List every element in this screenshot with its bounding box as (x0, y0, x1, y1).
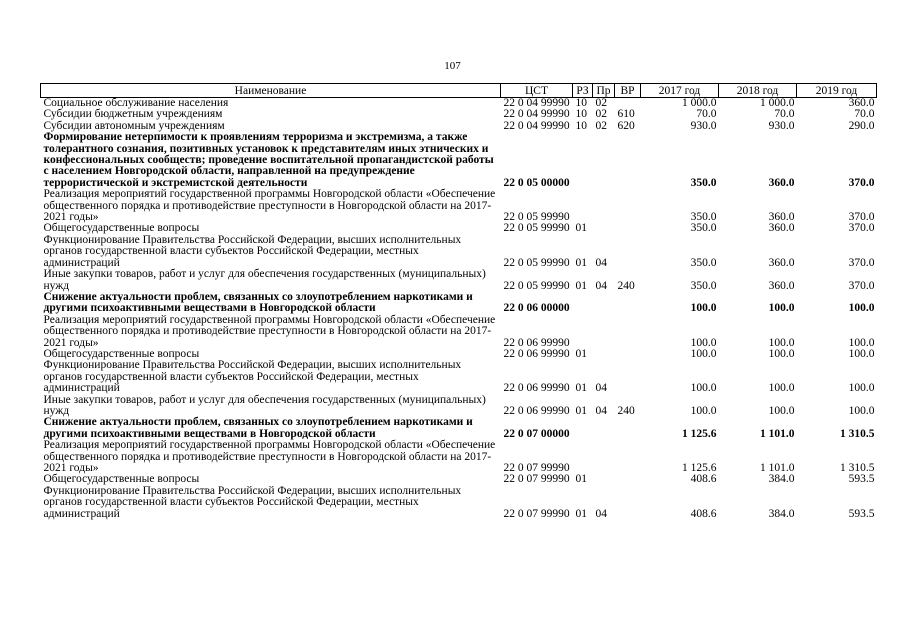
row-value-2017: 100.0 (690, 302, 717, 315)
row-pr: 04 (595, 404, 607, 417)
row-rz (573, 417, 593, 440)
row-rz (573, 315, 593, 349)
row-rz: 10 (575, 97, 587, 109)
row-value-2017: 350.0 (690, 256, 717, 269)
row-value-2018: 360.0 (768, 279, 795, 292)
row-vr: 240 (617, 404, 635, 417)
row-rz: 01 (575, 222, 587, 235)
table-row (41, 417, 877, 440)
row-value-2019: 100.0 (848, 347, 875, 360)
row-cst: 22 0 07 99990 (503, 473, 570, 486)
table-row (41, 360, 877, 394)
row-value-2018: 100.0 (768, 347, 795, 360)
row-cst: 22 0 06 00000 (503, 302, 570, 315)
row-pr: 04 (595, 382, 607, 395)
row-pr: 04 (595, 256, 607, 269)
row-rz (573, 189, 593, 223)
row-value-2018: 360.0 (768, 222, 795, 235)
table-row (41, 189, 877, 223)
row-rz (573, 292, 593, 315)
row-value-2018: 360.0 (768, 176, 795, 189)
row-value-2019: 360.0 (848, 97, 875, 109)
row-pr (593, 440, 615, 474)
row-name: Снижение актуальности проблем, связанных со злоупотреблением наркотиками и другими психоактивными веществами в Новгородской области (43, 290, 473, 315)
row-value-2019: 593.5 (848, 507, 875, 520)
row-value-2018: 360.0 (768, 256, 795, 269)
row-value-2019: 290.0 (848, 119, 875, 132)
row-value-2017: 100.0 (690, 382, 717, 395)
header-name: Наименование (41, 84, 501, 98)
row-vr (615, 360, 641, 394)
row-value-2019: 593.5 (848, 473, 875, 486)
row-cst: 22 0 05 99990 (503, 279, 570, 292)
row-rz: 01 (575, 404, 587, 417)
row-rz: 01 (575, 347, 587, 360)
row-vr (615, 315, 641, 349)
row-pr: 02 (595, 119, 607, 132)
row-value-2019: 370.0 (848, 279, 875, 292)
row-value-2019: 100.0 (848, 404, 875, 417)
row-value-2017: 70.0 (696, 108, 717, 121)
row-value-2018: 1 101.0 (760, 427, 795, 440)
row-name: Снижение актуальности проблем, связанных со злоупотреблением наркотиками и другими психоактивными веществами в Новгородской области (43, 416, 473, 440)
row-vr (615, 189, 641, 223)
row-value-2017: 100.0 (690, 336, 717, 349)
header-vr: ВР (615, 84, 641, 98)
row-name: Субсидии автономным учреждениям (43, 119, 225, 132)
table-row (41, 395, 877, 418)
row-vr: 610 (617, 108, 635, 121)
row-pr (593, 292, 615, 315)
row-value-2018: 100.0 (768, 382, 795, 395)
row-value-2018: 930.0 (768, 119, 795, 132)
row-cst: 22 0 07 99990 (503, 507, 570, 520)
header-2017: 2017 год (641, 84, 719, 98)
row-value-2018: 384.0 (768, 507, 795, 520)
row-name: Реализация мероприятий государственной программы Новгородской области «Обеспечение общественного порядка и противодействие преступности в Новгородской области на 2017-2021 годы» (43, 188, 496, 224)
row-value-2017: 350.0 (690, 222, 717, 235)
row-value-2019: 1 310.5 (840, 462, 875, 474)
row-name: Социальное обслуживание населения (43, 97, 229, 109)
table-header (41, 84, 877, 98)
row-value-2017: 350.0 (690, 211, 717, 224)
row-vr (615, 235, 641, 269)
header-2018: 2018 год (719, 84, 797, 98)
row-rz: 01 (575, 256, 587, 269)
table-row (41, 315, 877, 349)
row-value-2017: 350.0 (690, 176, 717, 189)
row-name: Формирование нетерпимости к проявлениям терроризма и экстремизма, а также толерантного сознания, позитивных установок к представителям иных этнических и конфессиональных сообществ; проведение воспитательной пропагандистской работы с населением Новгородской области, направленной на предупреждение террористической и экстремистской деятельности (43, 131, 494, 189)
row-pr (593, 132, 615, 189)
row-rz: 01 (575, 382, 587, 395)
row-value-2017: 100.0 (690, 404, 717, 417)
table-row (41, 132, 877, 189)
row-vr (615, 486, 641, 520)
row-pr: 04 (595, 279, 607, 292)
table-row (41, 440, 877, 474)
row-value-2017: 1 125.6 (682, 462, 717, 474)
row-value-2019: 100.0 (848, 382, 875, 395)
row-cst: 22 0 06 99990 (503, 336, 570, 349)
row-name: Реализация мероприятий государственной программы Новгородской области «Обеспечение общественного порядка и противодействие преступности в Новгородской области на 2017-2021 годы» (43, 439, 496, 474)
header-cst: ЦСТ (501, 84, 573, 98)
table-row (41, 292, 877, 315)
row-value-2018: 360.0 (768, 211, 795, 224)
row-value-2019: 370.0 (848, 176, 875, 189)
row-value-2018: 1 101.0 (760, 462, 795, 474)
row-name: Функционирование Правительства Российской Федерации, высших исполнительных органов государственной власти субъектов Российской Федерации, местных администраций (43, 484, 462, 520)
row-vr (615, 349, 641, 360)
row-value-2019: 370.0 (848, 222, 875, 235)
row-cst: 22 0 05 99990 (503, 256, 570, 269)
row-value-2017: 1 125.6 (682, 427, 717, 440)
row-pr (593, 474, 615, 485)
row-value-2017: 930.0 (690, 119, 717, 132)
row-cst: 22 0 06 99990 (503, 347, 570, 360)
row-vr (615, 474, 641, 485)
row-value-2017: 408.6 (690, 507, 717, 520)
row-rz: 10 (575, 119, 587, 132)
budget-table (40, 83, 877, 520)
row-vr (615, 132, 641, 189)
row-cst: 22 0 07 00000 (503, 427, 570, 440)
row-rz: 01 (575, 473, 587, 486)
header-rz: РЗ (573, 84, 593, 98)
row-pr (593, 417, 615, 440)
row-value-2017: 100.0 (690, 347, 717, 360)
row-cst: 22 0 05 99990 (503, 211, 570, 224)
row-cst: 22 0 05 00000 (503, 176, 570, 189)
header-2019: 2019 год (797, 84, 877, 98)
row-name: Общегосударственные вопросы (43, 347, 200, 360)
row-pr (593, 315, 615, 349)
row-value-2019: 370.0 (848, 211, 875, 224)
row-pr: 02 (595, 97, 607, 109)
row-rz (573, 132, 593, 189)
row-vr (615, 292, 641, 315)
row-value-2018: 100.0 (768, 404, 795, 417)
table-body (41, 98, 877, 521)
row-value-2017: 1 000.0 (682, 97, 717, 109)
row-cst: 22 0 06 99990 (503, 404, 570, 417)
table-row (41, 269, 877, 292)
row-vr (615, 417, 641, 440)
row-value-2017: 408.6 (690, 473, 717, 486)
row-pr (593, 349, 615, 360)
row-name: Функционирование Правительства Российской Федерации, высших исполнительных органов государственной власти субъектов Российской Федерации, местных администраций (43, 359, 462, 395)
row-pr: 02 (595, 108, 607, 121)
row-rz: 01 (575, 279, 587, 292)
row-value-2018: 384.0 (768, 473, 795, 486)
row-name: Общегосударственные вопросы (43, 222, 200, 235)
row-value-2018: 1 000.0 (760, 97, 795, 109)
row-name: Реализация мероприятий государственной программы Новгородской области «Обеспечение общественного порядка и противодействие преступности в Новгородской области на 2017-2021 годы» (43, 313, 496, 349)
row-value-2018: 100.0 (768, 336, 795, 349)
row-value-2019: 1 310.5 (840, 427, 875, 440)
row-cst: 22 0 04 99990 (503, 119, 570, 132)
row-value-2018: 100.0 (768, 302, 795, 315)
row-cst: 22 0 04 99990 (503, 108, 570, 121)
page-number: 107 (444, 60, 461, 72)
row-name: Иные закупки товаров, работ и услуг для обеспечения государственных (муниципальных) нужд (43, 393, 486, 417)
row-vr (615, 440, 641, 474)
row-vr: 620 (617, 119, 635, 132)
row-value-2017: 350.0 (690, 279, 717, 292)
row-rz: 01 (575, 507, 587, 520)
row-value-2018: 70.0 (774, 108, 795, 121)
row-rz (573, 440, 593, 474)
row-cst: 22 0 05 99990 (503, 222, 570, 235)
row-cst: 22 0 04 99990 (503, 97, 570, 109)
row-rz: 10 (575, 108, 587, 121)
row-pr (593, 189, 615, 223)
row-value-2019: 100.0 (848, 336, 875, 349)
row-name: Субсидии бюджетным учреждениям (43, 108, 223, 121)
row-vr: 240 (617, 279, 635, 292)
row-value-2019: 100.0 (848, 302, 875, 315)
table-row (41, 235, 877, 269)
row-value-2019: 70.0 (854, 108, 875, 121)
row-pr (593, 223, 615, 234)
row-name: Общегосударственные вопросы (43, 473, 200, 486)
header-pr: Пр (593, 84, 615, 98)
row-name: Функционирование Правительства Российской Федерации, высших исполнительных органов государственной власти субъектов Российской Федерации, местных администраций (43, 233, 462, 269)
table-row (41, 486, 877, 520)
row-value-2019: 370.0 (848, 256, 875, 269)
row-vr (615, 223, 641, 234)
row-cst: 22 0 07 99990 (503, 462, 570, 474)
row-cst: 22 0 06 99990 (503, 382, 570, 395)
row-name: Иные закупки товаров, работ и услуг для обеспечения государственных (муниципальных) нужд (43, 268, 486, 292)
row-pr: 04 (595, 507, 607, 520)
